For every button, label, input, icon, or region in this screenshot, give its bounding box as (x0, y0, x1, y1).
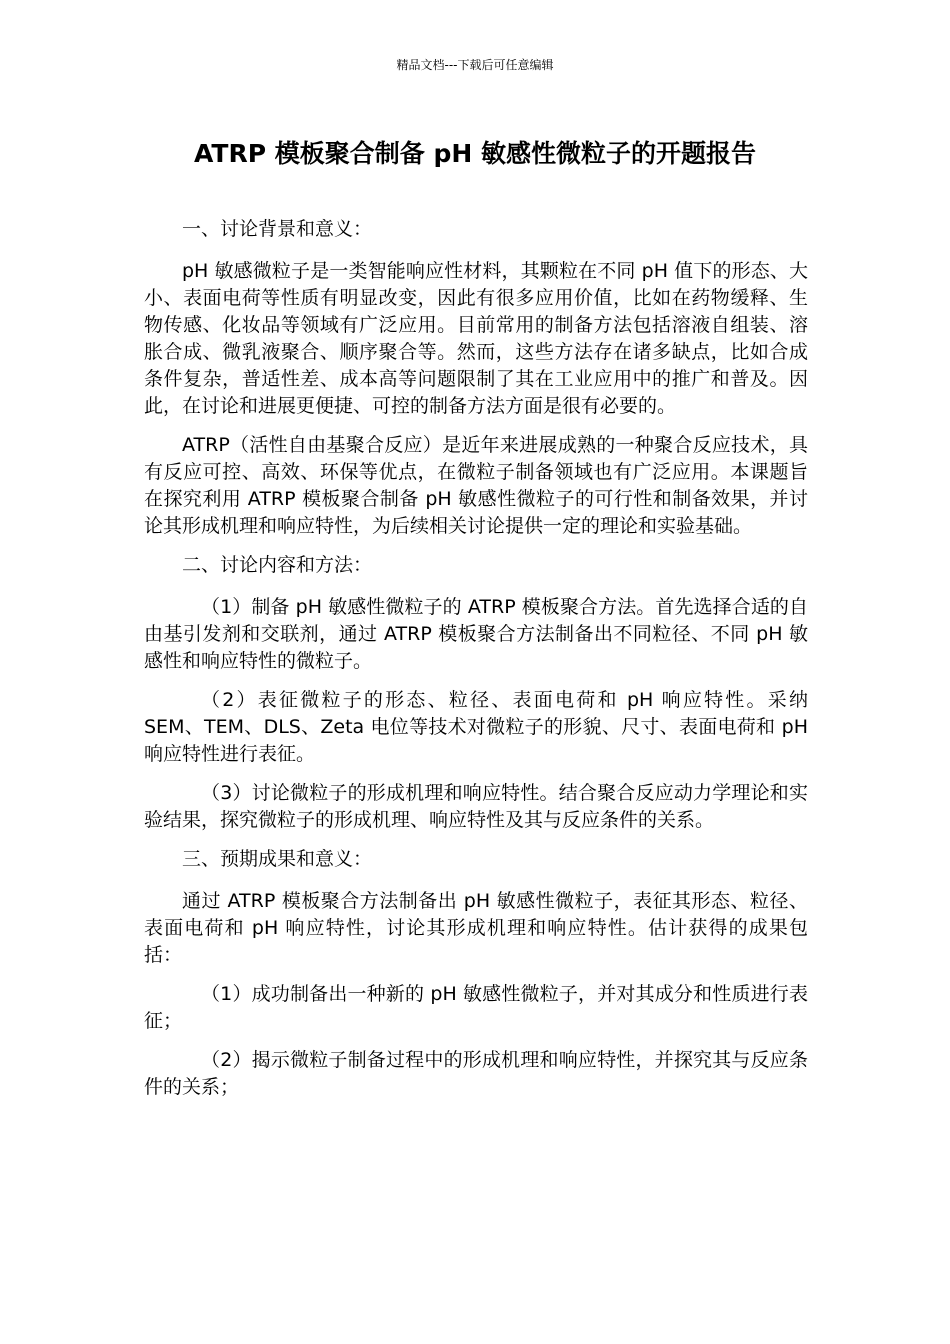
paragraph-expected-results: 通过 ATRP 模板聚合方法制备出 pH 敏感性微粒子，表征其形态、粒径、表面电荷和 pH 响应特性，讨论其形成机理和响应特性。估计获得的成果包括： (144, 890, 808, 966)
paragraph-ph-microparticles-intro: pH 敏感微粒子是一类智能响应性材料，其颗粒在不同 pH 值下的形态、大小、表面电荷等性质有明显改变，因此有很多应用价值，比如在药物缓释、生物传感、化妆品等领域有广泛应用。目前常用的制备方法包括溶液自组装、溶胀合成、微乳液聚合、顺序聚合等。然而，这些方法存在诸多缺点，比如合成条件复杂，普适性差、成本高等问题限制了其在工业应用中的推广和普及。因此，在讨论和进展更便捷、可控的制备方法方面是很有必要的。 (144, 260, 808, 417)
document-body (144, 216, 808, 1113)
list-item-method-1: （1）制备 pH 敏感性微粒子的 ATRP 模板聚合方法。首先选择合适的自由基引发剂和交联剂，通过 ATRP 模板聚合方法制备出不同粒径、不同 pH 敏感性和响应特性的微粒子。 (144, 596, 808, 672)
list-item-method-3: （3）讨论微粒子的形成机理和响应特性。结合聚合反应动力学理论和实验结果，探究微粒子的形成机理、响应特性及其与反应条件的关系。 (144, 782, 808, 831)
section-heading-background: 一、讨论背景和意义： (182, 218, 373, 240)
list-item-result-1: （1）成功制备出一种新的 pH 敏感性微粒子，并对其成分和性质进行表征； (144, 983, 808, 1032)
section-heading-expected-results: 三、预期成果和意义： (182, 848, 373, 870)
document-title: ATRP 模板聚合制备 pH 敏感性微粒子的开题报告 (194, 139, 756, 168)
page-header-note: 精品文档---下载后可任意编辑 (396, 58, 554, 72)
list-item-result-2: （2）揭示微粒子制备过程中的形成机理和响应特性，并探究其与反应条件的关系； (144, 1049, 808, 1098)
list-item-method-2: （2）表征微粒子的形态、粒径、表面电荷和 pH 响应特性。采纳 SEM、TEM、DLS、Zeta 电位等技术对微粒子的形貌、尺寸、表面电荷和 pH 响应特性进行表征。 (144, 689, 808, 765)
paragraph-atrp-intro: ATRP（活性自由基聚合反应）是近年来进展成熟的一种聚合反应技术，具有反应可控、高效、环保等优点，在微粒子制备领域也有广泛应用。本课题旨在探究利用 ATRP 模板聚合制备 pH 敏感性微粒子的可行性和制备效果，并讨论其形成机理和响应特性，为后续相关讨论提供一定的理论和实验基础。 (144, 434, 808, 537)
section-heading-content-methods: 二、讨论内容和方法： (182, 554, 373, 576)
